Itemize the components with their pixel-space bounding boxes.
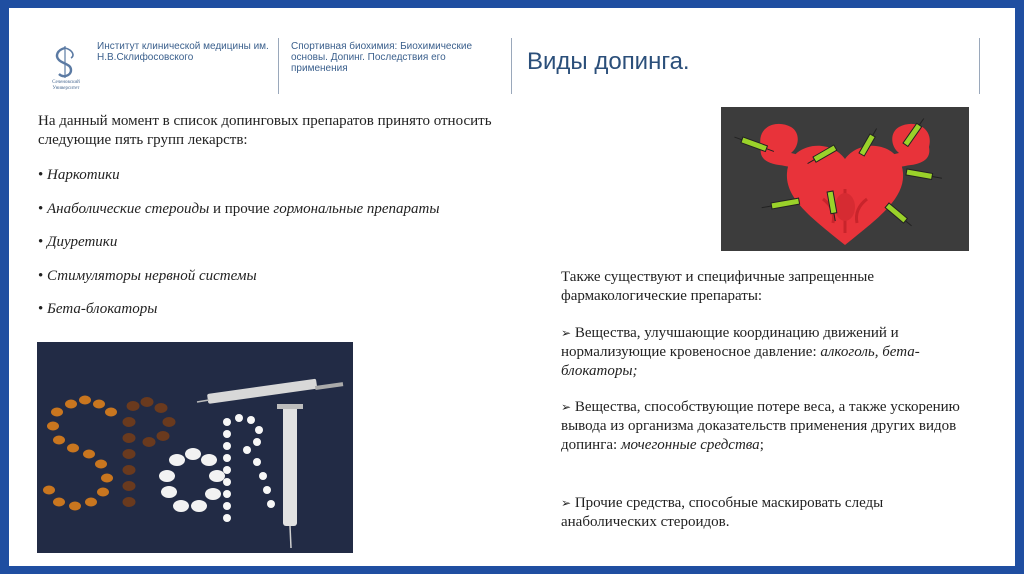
list-item: ➢ Вещества, улучшающие координацию движений и нормализующие кровеносное давление: алкоголь, бета-блокаторы; [561,325,920,379]
slide [9,8,1015,566]
list-item: • Диуретики [38,234,118,250]
right-intro: Также существуют и специфичные запрещенные фармакологические препараты: [561,269,874,304]
header-divider [278,38,279,94]
list-item: • Стимуляторы нервной системы [38,267,257,284]
header-divider [979,38,980,94]
pills-sport-photo [37,342,353,553]
header-divider [511,38,512,94]
header [9,8,1015,100]
muscle-heart-image [721,107,969,251]
list-item: • Наркотики [38,167,120,183]
list-item: ➢ Вещества, способствующие потере веса, а также ускорению вывода из организма доказательств применения других видов допинга: мочегонные средства; [561,399,960,453]
list-item: • Бета-блокаторы [38,301,158,317]
institute-name: Институт клинической медицины им. Н.В.Склифосовского [97,41,269,63]
logo-caption: Сеченовский Университет [52,80,80,91]
list-item: • Анаболические стероиды и прочие гормональные препараты [38,200,440,217]
slide-title: Виды допинга. [527,48,690,75]
muscle-heart-icon [721,107,969,251]
course-name: Спортивная биохимия: Биохимические основы. Допинг. Последствия его применения [291,41,473,74]
list-item: ➢ Прочие средства, способные маскировать следы анаболических стероидов. [561,495,884,530]
pills-syringe-icon [37,342,353,553]
left-intro: На данный момент в список допинговых препаратов принято относить следующие пять групп лекарств: [38,113,492,148]
drug-groups-list [38,166,538,334]
